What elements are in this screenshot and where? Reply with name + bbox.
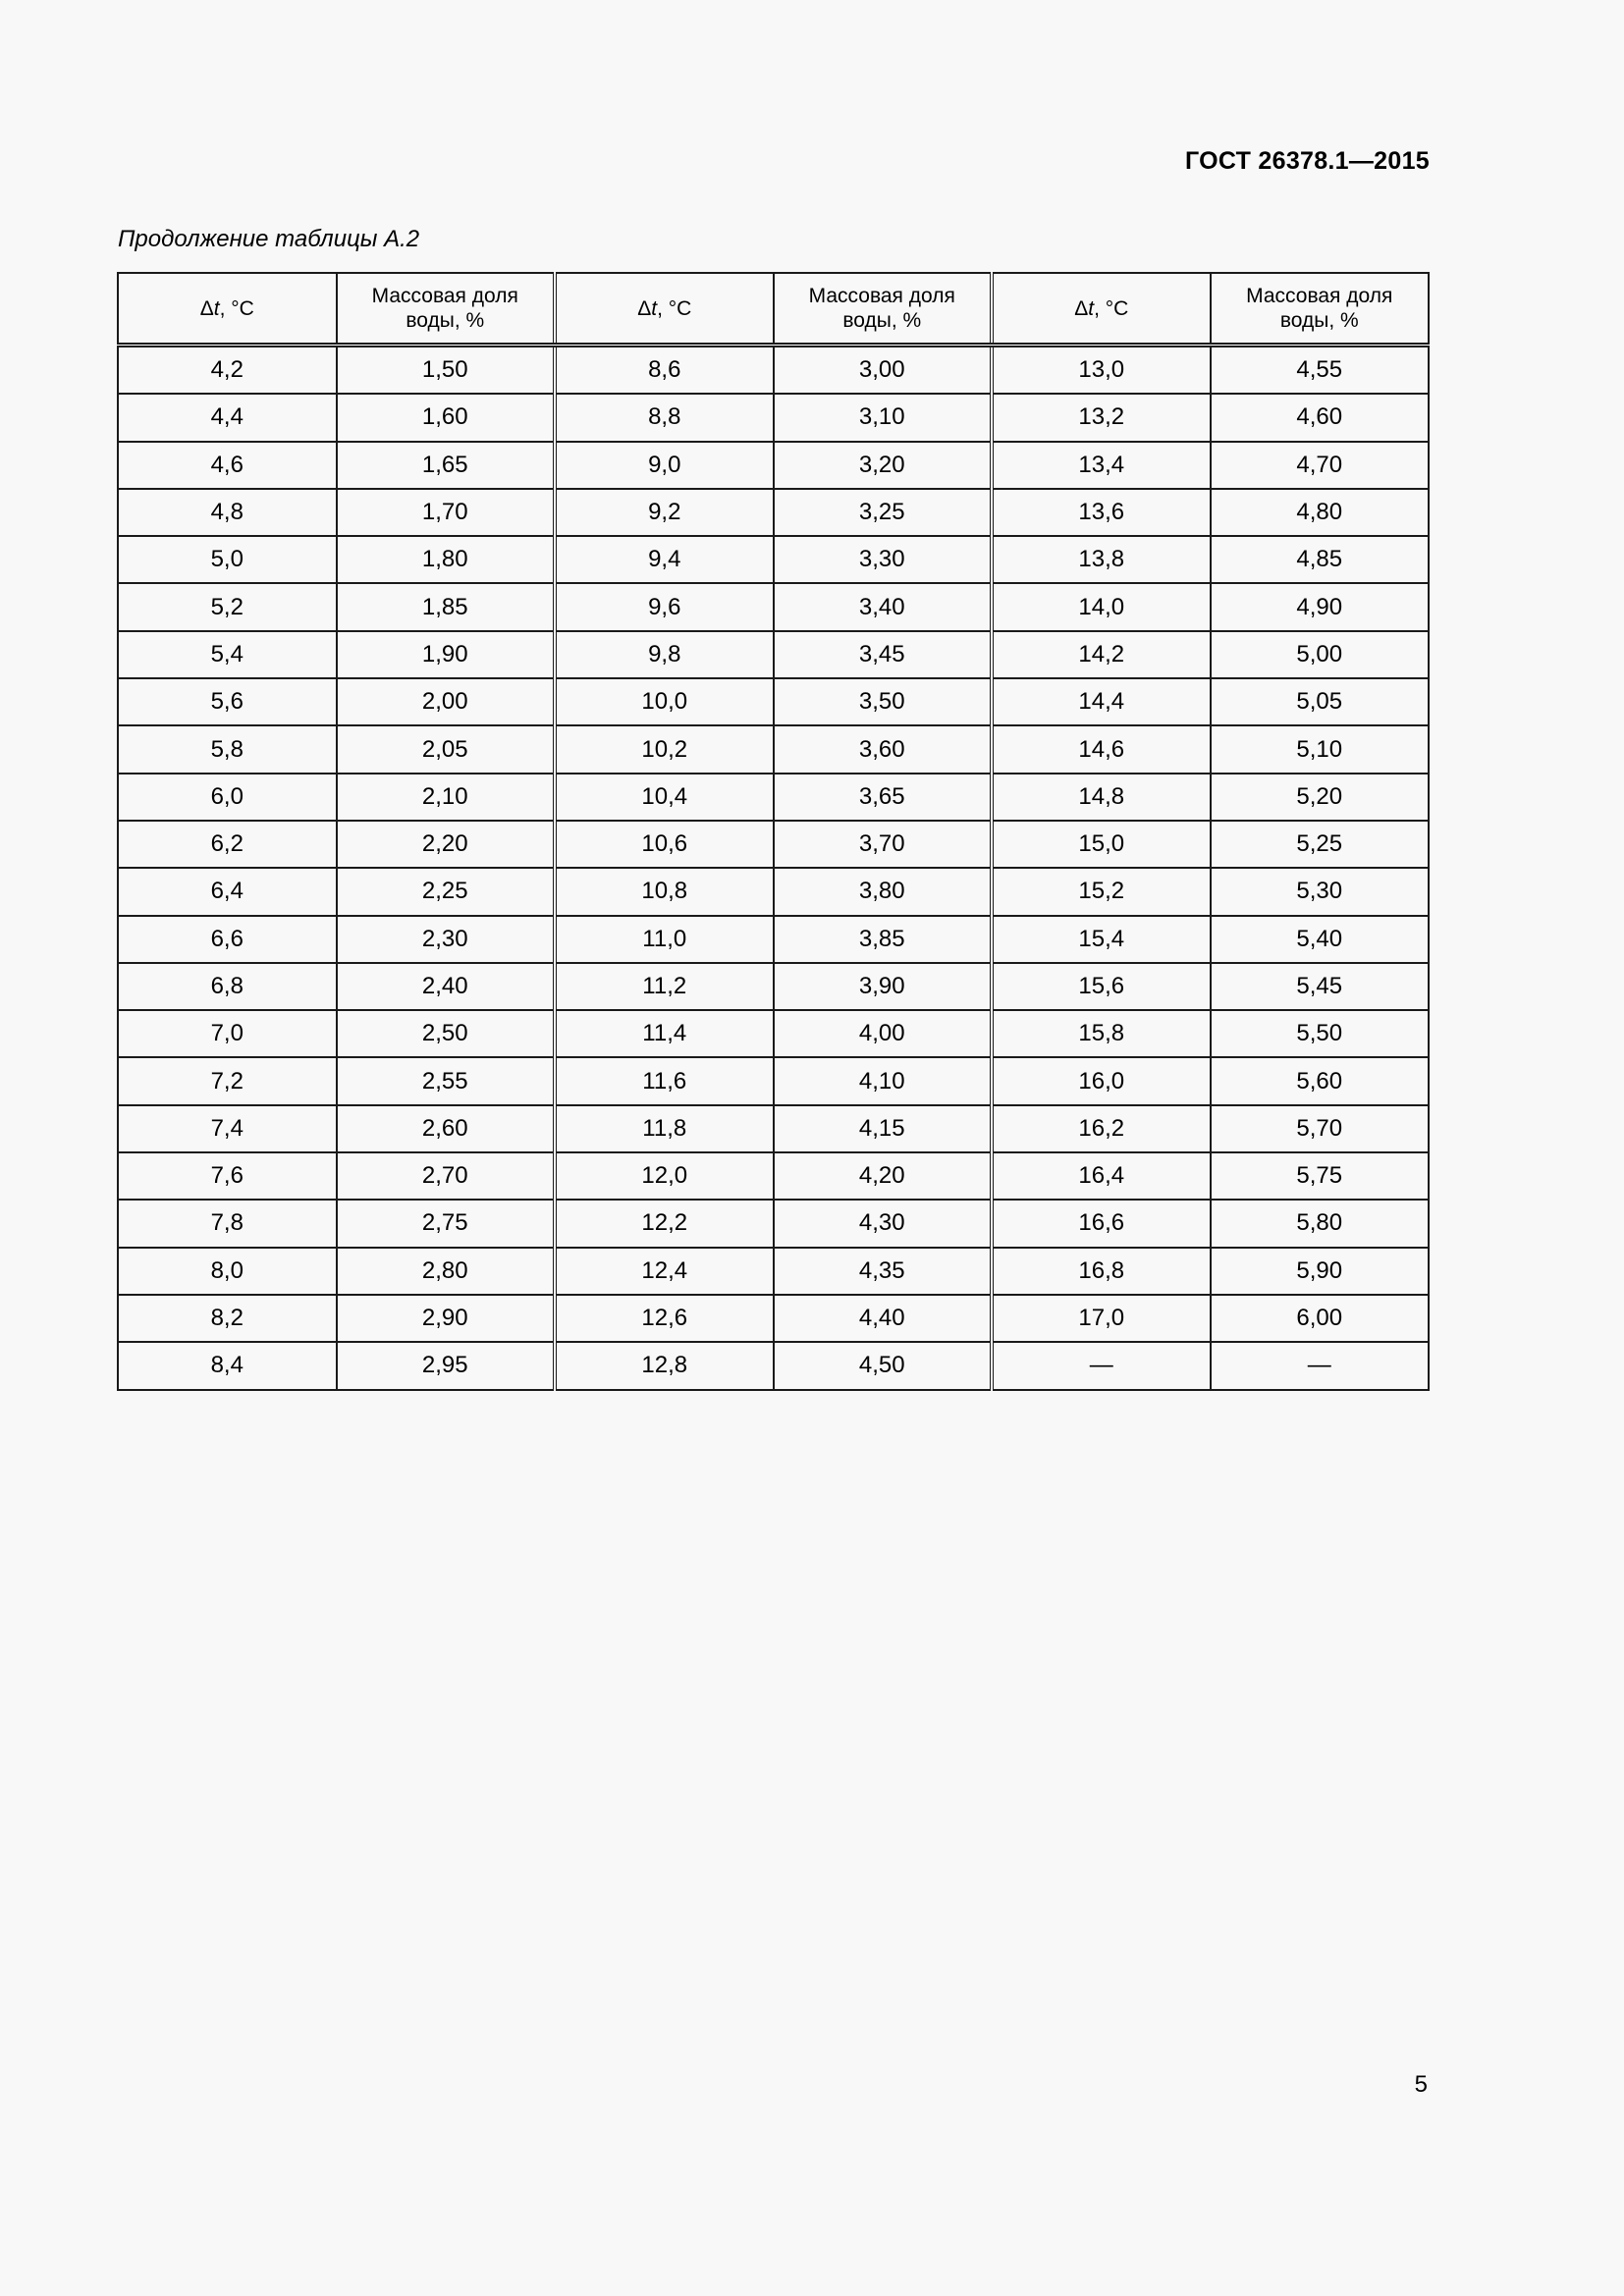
cell-delta-t: 9,2 [555,489,774,536]
table-row [118,963,1429,1010]
cell-water-fraction: 5,60 [1211,1057,1430,1104]
col-header-water-fraction: Массовая доля воды, % [337,273,556,346]
cell-water-fraction: 1,60 [337,394,556,441]
cell-water-fraction: 2,50 [337,1010,556,1057]
unit-label: , °C [219,296,254,320]
cell-water-fraction: 4,40 [774,1295,993,1342]
cell-water-fraction: 3,00 [774,346,993,395]
cell-delta-t: 6,0 [118,774,337,821]
cell-water-fraction: 3,80 [774,868,993,915]
cell-delta-t: 16,2 [992,1105,1211,1152]
cell-water-fraction: 2,05 [337,725,556,773]
cell-delta-t: 5,4 [118,631,337,678]
cell-water-fraction: 4,90 [1211,583,1430,630]
cell-water-fraction: 3,70 [774,821,993,868]
cell-delta-t: 4,2 [118,346,337,395]
cell-delta-t: 13,0 [992,346,1211,395]
cell-delta-t: 4,6 [118,442,337,489]
t-symbol: t [1088,296,1095,320]
table-row [118,583,1429,630]
cell-delta-t: 8,4 [118,1342,337,1389]
cell-water-fraction: 1,80 [337,536,556,583]
cell-water-fraction: 3,60 [774,725,993,773]
cell-delta-t: 11,8 [555,1105,774,1152]
cell-water-fraction: 5,70 [1211,1105,1430,1152]
delta-symbol: Δ [637,296,652,320]
cell-delta-t: 16,6 [992,1200,1211,1247]
table-row [118,868,1429,915]
delta-symbol: Δ [199,296,214,320]
col-header-delta-t [118,273,337,346]
cell-delta-t: 15,0 [992,821,1211,868]
cell-delta-t: 6,6 [118,916,337,963]
cell-delta-t: 8,6 [555,346,774,395]
cell-delta-t: 10,4 [555,774,774,821]
cell-water-fraction: 2,90 [337,1295,556,1342]
cell-delta-t: 8,2 [118,1295,337,1342]
table-row [118,725,1429,773]
t-symbol: t [651,296,658,320]
document-id: ГОСТ 26378.1—2015 [1184,147,1430,175]
cell-delta-t: 12,8 [555,1342,774,1389]
table-row [118,1152,1429,1200]
cell-water-fraction: 5,90 [1211,1248,1430,1295]
cell-delta-t: 12,4 [555,1248,774,1295]
cell-delta-t: 4,8 [118,489,337,536]
cell-delta-t: 15,8 [992,1010,1211,1057]
table-row [118,1105,1429,1152]
table-row [118,1248,1429,1295]
cell-water-fraction: 5,25 [1211,821,1430,868]
cell-water-fraction: 6,00 [1211,1295,1430,1342]
table-row [118,678,1429,725]
cell-water-fraction: 2,80 [337,1248,556,1295]
cell-water-fraction: 5,00 [1211,631,1430,678]
cell-water-fraction: 4,00 [774,1010,993,1057]
table-row [118,346,1429,395]
cell-delta-t: 13,4 [992,442,1211,489]
cell-water-fraction: 5,05 [1211,678,1430,725]
cell-delta-t: 10,2 [555,725,774,773]
cell-water-fraction: 2,40 [337,963,556,1010]
cell-delta-t: 7,4 [118,1105,337,1152]
cell-water-fraction: 5,75 [1211,1152,1430,1200]
cell-water-fraction: 4,35 [774,1248,993,1295]
cell-water-fraction: 4,15 [774,1105,993,1152]
cell-water-fraction: 5,30 [1211,868,1430,915]
cell-water-fraction: 1,70 [337,489,556,536]
unit-label: , °C [1094,296,1129,320]
cell-water-fraction: 2,75 [337,1200,556,1247]
table-row [118,394,1429,441]
cell-water-fraction: 4,70 [1211,442,1430,489]
cell-water-fraction: 5,20 [1211,774,1430,821]
water-fraction-table [117,272,1430,1391]
cell-delta-t: 12,6 [555,1295,774,1342]
table-row [118,631,1429,678]
table-row [118,1057,1429,1104]
cell-delta-t: 17,0 [992,1295,1211,1342]
table-row [118,1200,1429,1247]
cell-delta-t: 10,8 [555,868,774,915]
cell-delta-t: 14,4 [992,678,1211,725]
cell-delta-t: 13,8 [992,536,1211,583]
cell-delta-t: 6,2 [118,821,337,868]
cell-delta-t: 5,0 [118,536,337,583]
cell-delta-t: 16,0 [992,1057,1211,1104]
cell-delta-t: 15,6 [992,963,1211,1010]
cell-water-fraction: 1,85 [337,583,556,630]
cell-delta-t: 15,4 [992,916,1211,963]
cell-water-fraction: 5,80 [1211,1200,1430,1247]
cell-water-fraction: 3,20 [774,442,993,489]
table-row [118,1010,1429,1057]
cell-delta-t: 14,6 [992,725,1211,773]
cell-water-fraction: — [1211,1342,1430,1389]
cell-water-fraction: 2,30 [337,916,556,963]
table-row [118,821,1429,868]
cell-water-fraction: 2,55 [337,1057,556,1104]
cell-delta-t: 12,2 [555,1200,774,1247]
cell-water-fraction: 1,50 [337,346,556,395]
cell-water-fraction: 2,60 [337,1105,556,1152]
cell-water-fraction: 3,40 [774,583,993,630]
cell-delta-t: 7,2 [118,1057,337,1104]
table-row [118,489,1429,536]
cell-water-fraction: 3,85 [774,916,993,963]
cell-water-fraction: 4,60 [1211,394,1430,441]
cell-delta-t: 7,6 [118,1152,337,1200]
cell-delta-t: 16,4 [992,1152,1211,1200]
cell-water-fraction: 1,90 [337,631,556,678]
cell-delta-t: 4,4 [118,394,337,441]
cell-water-fraction: 4,55 [1211,346,1430,395]
table-row [118,442,1429,489]
cell-water-fraction: 3,50 [774,678,993,725]
cell-water-fraction: 5,10 [1211,725,1430,773]
cell-water-fraction: 3,45 [774,631,993,678]
table-caption: Продолжение таблицы А.2 [118,226,420,252]
cell-delta-t: 7,0 [118,1010,337,1057]
cell-water-fraction: 2,95 [337,1342,556,1389]
col-header-water-fraction: Массовая доля воды, % [1211,273,1430,346]
cell-water-fraction: 2,70 [337,1152,556,1200]
col-header-delta-t [555,273,774,346]
cell-delta-t: 14,0 [992,583,1211,630]
cell-water-fraction: 4,30 [774,1200,993,1247]
table-row [118,1295,1429,1342]
cell-delta-t: 9,0 [555,442,774,489]
table-row [118,916,1429,963]
cell-water-fraction: 5,40 [1211,916,1430,963]
table-row [118,536,1429,583]
cell-delta-t: 5,6 [118,678,337,725]
cell-water-fraction: 4,80 [1211,489,1430,536]
cell-delta-t: 9,8 [555,631,774,678]
t-symbol: t [213,296,220,320]
page-number: 5 [1414,2071,1428,2098]
cell-water-fraction: 1,65 [337,442,556,489]
table-header-row [118,273,1429,346]
cell-delta-t: 11,2 [555,963,774,1010]
cell-delta-t: 10,6 [555,821,774,868]
cell-water-fraction: 4,20 [774,1152,993,1200]
cell-delta-t: 8,8 [555,394,774,441]
cell-delta-t: 11,6 [555,1057,774,1104]
cell-water-fraction: 3,90 [774,963,993,1010]
cell-delta-t: 13,2 [992,394,1211,441]
cell-water-fraction: 5,50 [1211,1010,1430,1057]
cell-delta-t: 7,8 [118,1200,337,1247]
cell-delta-t: 9,4 [555,536,774,583]
cell-water-fraction: 4,10 [774,1057,993,1104]
cell-water-fraction: 2,20 [337,821,556,868]
cell-delta-t: 10,0 [555,678,774,725]
cell-water-fraction: 2,00 [337,678,556,725]
cell-water-fraction: 4,50 [774,1342,993,1389]
unit-label: , °C [657,296,692,320]
cell-delta-t: 16,8 [992,1248,1211,1295]
cell-delta-t: 12,0 [555,1152,774,1200]
cell-delta-t: 14,8 [992,774,1211,821]
cell-water-fraction: 2,10 [337,774,556,821]
cell-delta-t: 8,0 [118,1248,337,1295]
cell-water-fraction: 2,25 [337,868,556,915]
cell-delta-t: 5,8 [118,725,337,773]
col-header-delta-t [992,273,1211,346]
cell-delta-t: — [992,1342,1211,1389]
cell-water-fraction: 5,45 [1211,963,1430,1010]
cell-water-fraction: 3,10 [774,394,993,441]
cell-delta-t: 11,0 [555,916,774,963]
cell-water-fraction: 4,85 [1211,536,1430,583]
cell-water-fraction: 3,65 [774,774,993,821]
col-header-water-fraction: Массовая доля воды, % [774,273,993,346]
cell-delta-t: 13,6 [992,489,1211,536]
cell-delta-t: 14,2 [992,631,1211,678]
delta-symbol: Δ [1074,296,1089,320]
table-row [118,774,1429,821]
cell-water-fraction: 3,30 [774,536,993,583]
table-row [118,1342,1429,1389]
cell-delta-t: 9,6 [555,583,774,630]
cell-delta-t: 5,2 [118,583,337,630]
cell-delta-t: 6,8 [118,963,337,1010]
cell-delta-t: 6,4 [118,868,337,915]
cell-water-fraction: 3,25 [774,489,993,536]
cell-delta-t: 15,2 [992,868,1211,915]
cell-delta-t: 11,4 [555,1010,774,1057]
